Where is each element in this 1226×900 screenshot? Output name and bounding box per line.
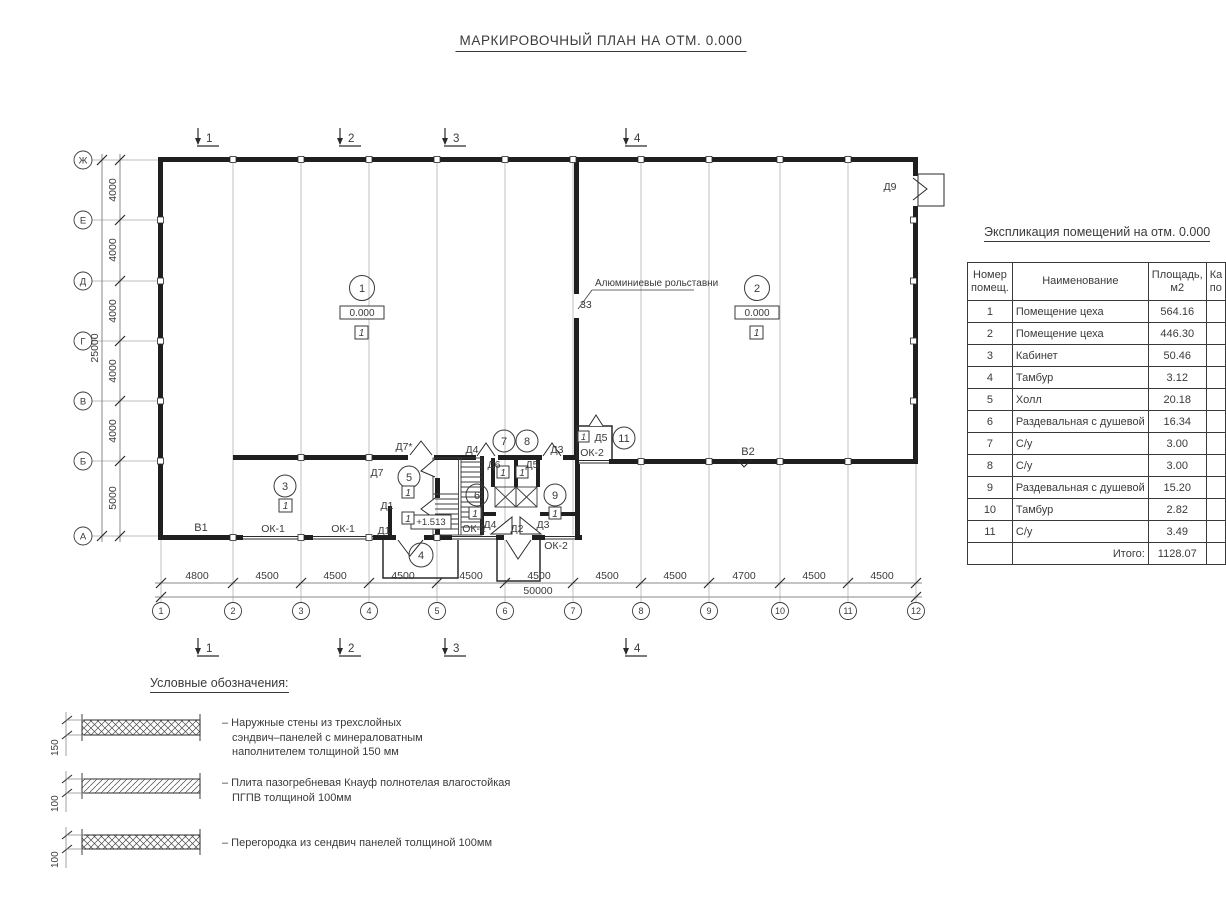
- section-mark-1: 1: [206, 133, 213, 145]
- dim-bottom-6: 4500: [527, 570, 551, 582]
- section-mark-3: 3: [453, 133, 460, 145]
- dim-left-6: 5000: [107, 486, 119, 510]
- room-category: [1206, 301, 1226, 323]
- grid-col-label: 4: [366, 606, 372, 616]
- room-num: 3: [968, 345, 1013, 367]
- gate-label-v2: В2: [741, 446, 755, 458]
- room-area: 16.34: [1148, 411, 1206, 433]
- legend-heading: Условные обозначения:: [150, 676, 289, 693]
- table-row: [968, 455, 1226, 477]
- room-number-4: 4: [417, 550, 425, 562]
- grid-row-label: В: [79, 396, 87, 408]
- room-num: 5: [968, 389, 1013, 411]
- legend-graphics: [50, 712, 200, 868]
- room-category: [1206, 455, 1226, 477]
- category-marks: [279, 326, 763, 525]
- section-mark-4: 4: [634, 133, 641, 145]
- grid-col-label: 10: [774, 606, 786, 616]
- total-empty-cell: [968, 543, 1013, 565]
- door-label-d7s: Д7*: [395, 441, 413, 453]
- room-category: [1206, 477, 1226, 499]
- grid-bubbles-left: [74, 151, 92, 545]
- legend-dim-150: 150: [50, 739, 61, 756]
- door-label-d5: Д5: [594, 432, 608, 444]
- grid-col-label: 6: [502, 606, 508, 616]
- dim-bottom-5: 4500: [459, 570, 483, 582]
- room-area: 3.49: [1148, 521, 1206, 543]
- room-name: Кабинет: [1012, 345, 1148, 367]
- table-row: [968, 345, 1226, 367]
- window-label-ok1: ОК-1: [261, 523, 285, 535]
- room-name: Помещение цеха: [1012, 323, 1148, 345]
- room-area: 3.12: [1148, 367, 1206, 389]
- room-name: Помещение цеха: [1012, 301, 1148, 323]
- door-label-d3: Д3: [550, 444, 564, 456]
- shutter-note-text: Алюминиевые рольставни: [595, 278, 719, 289]
- vestibules: [380, 174, 944, 581]
- grid-row-label: Д: [79, 276, 87, 288]
- room-category: [1206, 499, 1226, 521]
- legend-item-1-text: [222, 716, 423, 760]
- section-mark-2: 2: [348, 133, 355, 145]
- room-category: [1206, 367, 1226, 389]
- door-label-d2: Д2: [510, 523, 524, 535]
- window-label-ok1: ОК-1: [331, 523, 355, 535]
- level-mark-stair: +1.513: [416, 517, 446, 528]
- grid-row-label: Ж: [78, 155, 88, 167]
- room-num: 7: [968, 433, 1013, 455]
- legend-line: наполнителем толщиной 150 мм: [232, 746, 399, 758]
- room-num: 10: [968, 499, 1013, 521]
- section-marks-bottom: [195, 638, 647, 656]
- table-row: [968, 301, 1226, 323]
- room-number-6: 6: [473, 490, 481, 502]
- door-label-d4: Д4: [465, 444, 479, 456]
- room-number-2: 2: [753, 283, 761, 295]
- section-mark-2: 2: [348, 643, 355, 655]
- walls: [158, 157, 918, 540]
- grid-col-label: 3: [298, 606, 304, 616]
- gate-label-v1: В1: [194, 522, 208, 534]
- legend-dim-100: 100: [50, 851, 61, 868]
- dim-bottom-3: 4500: [323, 570, 347, 582]
- room-name: Раздевальная с душевой: [1012, 411, 1148, 433]
- col-header-number: Номер помещ.: [968, 263, 1013, 301]
- room-name: Холл: [1012, 389, 1148, 411]
- room-category: [1206, 345, 1226, 367]
- room-category: [1206, 389, 1226, 411]
- category-mark-label: 1: [405, 514, 411, 525]
- legend-bar-partition-100: [50, 827, 200, 868]
- category-mark-label: 1: [552, 509, 558, 520]
- dim-bottom-2: 4500: [255, 570, 279, 582]
- room-name: С/у: [1012, 455, 1148, 477]
- door-label-d5: Д5: [525, 459, 539, 471]
- grid-col-label: 9: [706, 606, 712, 616]
- room-num: 4: [968, 367, 1013, 389]
- dim-left-5: 4000: [107, 419, 119, 443]
- room-area: 446.30: [1148, 323, 1206, 345]
- room-area: 3.00: [1148, 455, 1206, 477]
- grid-col-label: 8: [638, 606, 644, 616]
- room-num: 8: [968, 455, 1013, 477]
- room-number-7: 7: [500, 436, 508, 448]
- dim-bottom-11: 4500: [870, 570, 894, 582]
- dim-bottom-7: 4500: [595, 570, 619, 582]
- table-header-row: [968, 263, 1226, 301]
- room-number-9: 9: [551, 490, 559, 502]
- table-row: [968, 521, 1226, 543]
- dimensions-bottom: [155, 570, 922, 602]
- plan-labels: [194, 181, 896, 552]
- legend-item-2-text: [222, 776, 510, 805]
- legend-item-3-text: [222, 836, 492, 851]
- dim-left-2: 4000: [107, 238, 119, 262]
- table-row: [968, 323, 1226, 345]
- grid-col-label: 5: [434, 606, 440, 616]
- room-number-5: 5: [405, 472, 413, 484]
- door-label-d4: Д4: [483, 519, 497, 531]
- category-mark-label: 1: [358, 328, 365, 339]
- room-area: 15.20: [1148, 477, 1206, 499]
- room-category: [1206, 433, 1226, 455]
- window-label-ok2: ОК-2: [544, 540, 568, 552]
- grid-col-label: 12: [910, 606, 922, 616]
- room-specification-table: [967, 262, 1226, 565]
- room-area: 50.46: [1148, 345, 1206, 367]
- legend-bar-knauf-100: [50, 771, 200, 812]
- dimensions-left: [89, 154, 125, 542]
- table-total-row: [968, 543, 1226, 565]
- room-num: 11: [968, 521, 1013, 543]
- section-mark-4: 4: [634, 643, 641, 655]
- level-mark-room1: 0.000: [349, 308, 375, 319]
- table-row: [968, 389, 1226, 411]
- room-area: 564.16: [1148, 301, 1206, 323]
- grid-row-label: Б: [79, 456, 87, 468]
- grid-col-label: 2: [230, 606, 236, 616]
- shutter-note-number: 33: [580, 299, 592, 311]
- grid-col-label: 7: [570, 606, 576, 616]
- level-mark-room2: 0.000: [744, 308, 770, 319]
- total-value: 1128.07: [1148, 543, 1206, 565]
- section-marks-top: [195, 128, 647, 146]
- room-name: Раздевальная с душевой: [1012, 477, 1148, 499]
- room-area: 20.18: [1148, 389, 1206, 411]
- legend-dim-100: 100: [50, 795, 61, 812]
- category-mark-label: 1: [580, 432, 587, 442]
- category-mark-label: 1: [519, 468, 525, 479]
- category-mark-label: 1: [472, 509, 478, 520]
- room-number-1: 1: [358, 283, 366, 295]
- dim-bottom-4: 4500: [391, 570, 415, 582]
- dim-bottom-1: 4800: [185, 570, 209, 582]
- door-label-d1: Д1: [377, 525, 391, 537]
- room-name: С/у: [1012, 433, 1148, 455]
- legend-line: – Наружные стены из трехслойных: [222, 717, 402, 729]
- window-label-ok2: ОК-2: [462, 523, 486, 535]
- grid-row-label: Е: [79, 215, 87, 227]
- grid-bubbles-bottom: [153, 603, 925, 620]
- room-number-8: 8: [523, 436, 531, 448]
- grid-col-label: 1: [158, 606, 164, 616]
- table-row: [968, 411, 1226, 433]
- vent-shafts: [495, 487, 537, 507]
- grid-row-label: Г: [80, 336, 86, 348]
- door-label-d3: Д3: [536, 519, 550, 531]
- total-label: Итого:: [1012, 543, 1148, 565]
- room-category: [1206, 323, 1226, 345]
- dim-bottom-total: 50000: [523, 585, 553, 597]
- dim-left-3: 4000: [107, 299, 119, 323]
- table-row: [968, 499, 1226, 521]
- section-mark-3: 3: [453, 643, 460, 655]
- category-mark-label: 1: [753, 328, 760, 339]
- room-num: 6: [968, 411, 1013, 433]
- legend-line: – Перегородка из сендвич панелей толщиной 100мм: [222, 837, 493, 849]
- room-num: 9: [968, 477, 1013, 499]
- category-mark-label: 1: [500, 468, 506, 479]
- dim-left-1: 4000: [107, 178, 119, 202]
- legend-bar-sandwich-150: [50, 712, 200, 756]
- dim-bottom-8: 4500: [663, 570, 687, 582]
- dim-left-total: 25000: [89, 333, 101, 363]
- room-name: Тамбур: [1012, 499, 1148, 521]
- table-row: [968, 433, 1226, 455]
- room-number-11: 11: [618, 433, 630, 445]
- dim-bottom-10: 4500: [802, 570, 826, 582]
- col-header-category: Ка по: [1206, 263, 1226, 301]
- room-area: 2.82: [1148, 499, 1206, 521]
- room-num: 1: [968, 301, 1013, 323]
- grid-col-label: 11: [843, 606, 853, 616]
- spec-table-heading: Экспликация помещений на отм. 0.000: [984, 225, 1210, 242]
- table-row: [968, 477, 1226, 499]
- wall-openings: [243, 176, 918, 540]
- drawing-title: МАРКИРОВОЧНЫЙ ПЛАН НА ОТМ. 0.000: [456, 33, 747, 52]
- col-header-area: Площадь, м2: [1148, 263, 1206, 301]
- room-name: С/у: [1012, 521, 1148, 543]
- room-number-3: 3: [281, 481, 289, 493]
- room-area: 3.00: [1148, 433, 1206, 455]
- door-label-d7: Д7: [370, 467, 384, 479]
- room-numbers: [282, 283, 770, 562]
- legend-line: – Плита пазогребневая Кнауф полнотелая влагостойкая: [222, 777, 511, 789]
- door-label-d9: Д9: [883, 181, 897, 193]
- legend-line: ПГПВ толщиной 100мм: [232, 791, 352, 804]
- section-mark-1: 1: [206, 643, 213, 655]
- category-mark-label: 1: [405, 488, 411, 499]
- room-name: Тамбур: [1012, 367, 1148, 389]
- legend-line: сэндвич–панелей с минераловатным: [232, 731, 423, 744]
- room-num: 2: [968, 323, 1013, 345]
- door-label-d1: Д1: [380, 500, 394, 512]
- table-row: [968, 367, 1226, 389]
- room-category: [1206, 521, 1226, 543]
- room-category: [1206, 411, 1226, 433]
- door-label-d6: Д6: [487, 459, 501, 471]
- grid-row-label: А: [79, 531, 87, 543]
- col-header-name: Наименование: [1012, 263, 1148, 301]
- dim-bottom-9: 4700: [732, 570, 756, 582]
- shutter-note: [578, 278, 718, 311]
- window-label-ok2: ОК-2: [580, 447, 604, 459]
- dim-left-4: 4000: [107, 359, 119, 383]
- category-mark-label: 1: [282, 501, 289, 512]
- total-category-cell: [1206, 543, 1226, 565]
